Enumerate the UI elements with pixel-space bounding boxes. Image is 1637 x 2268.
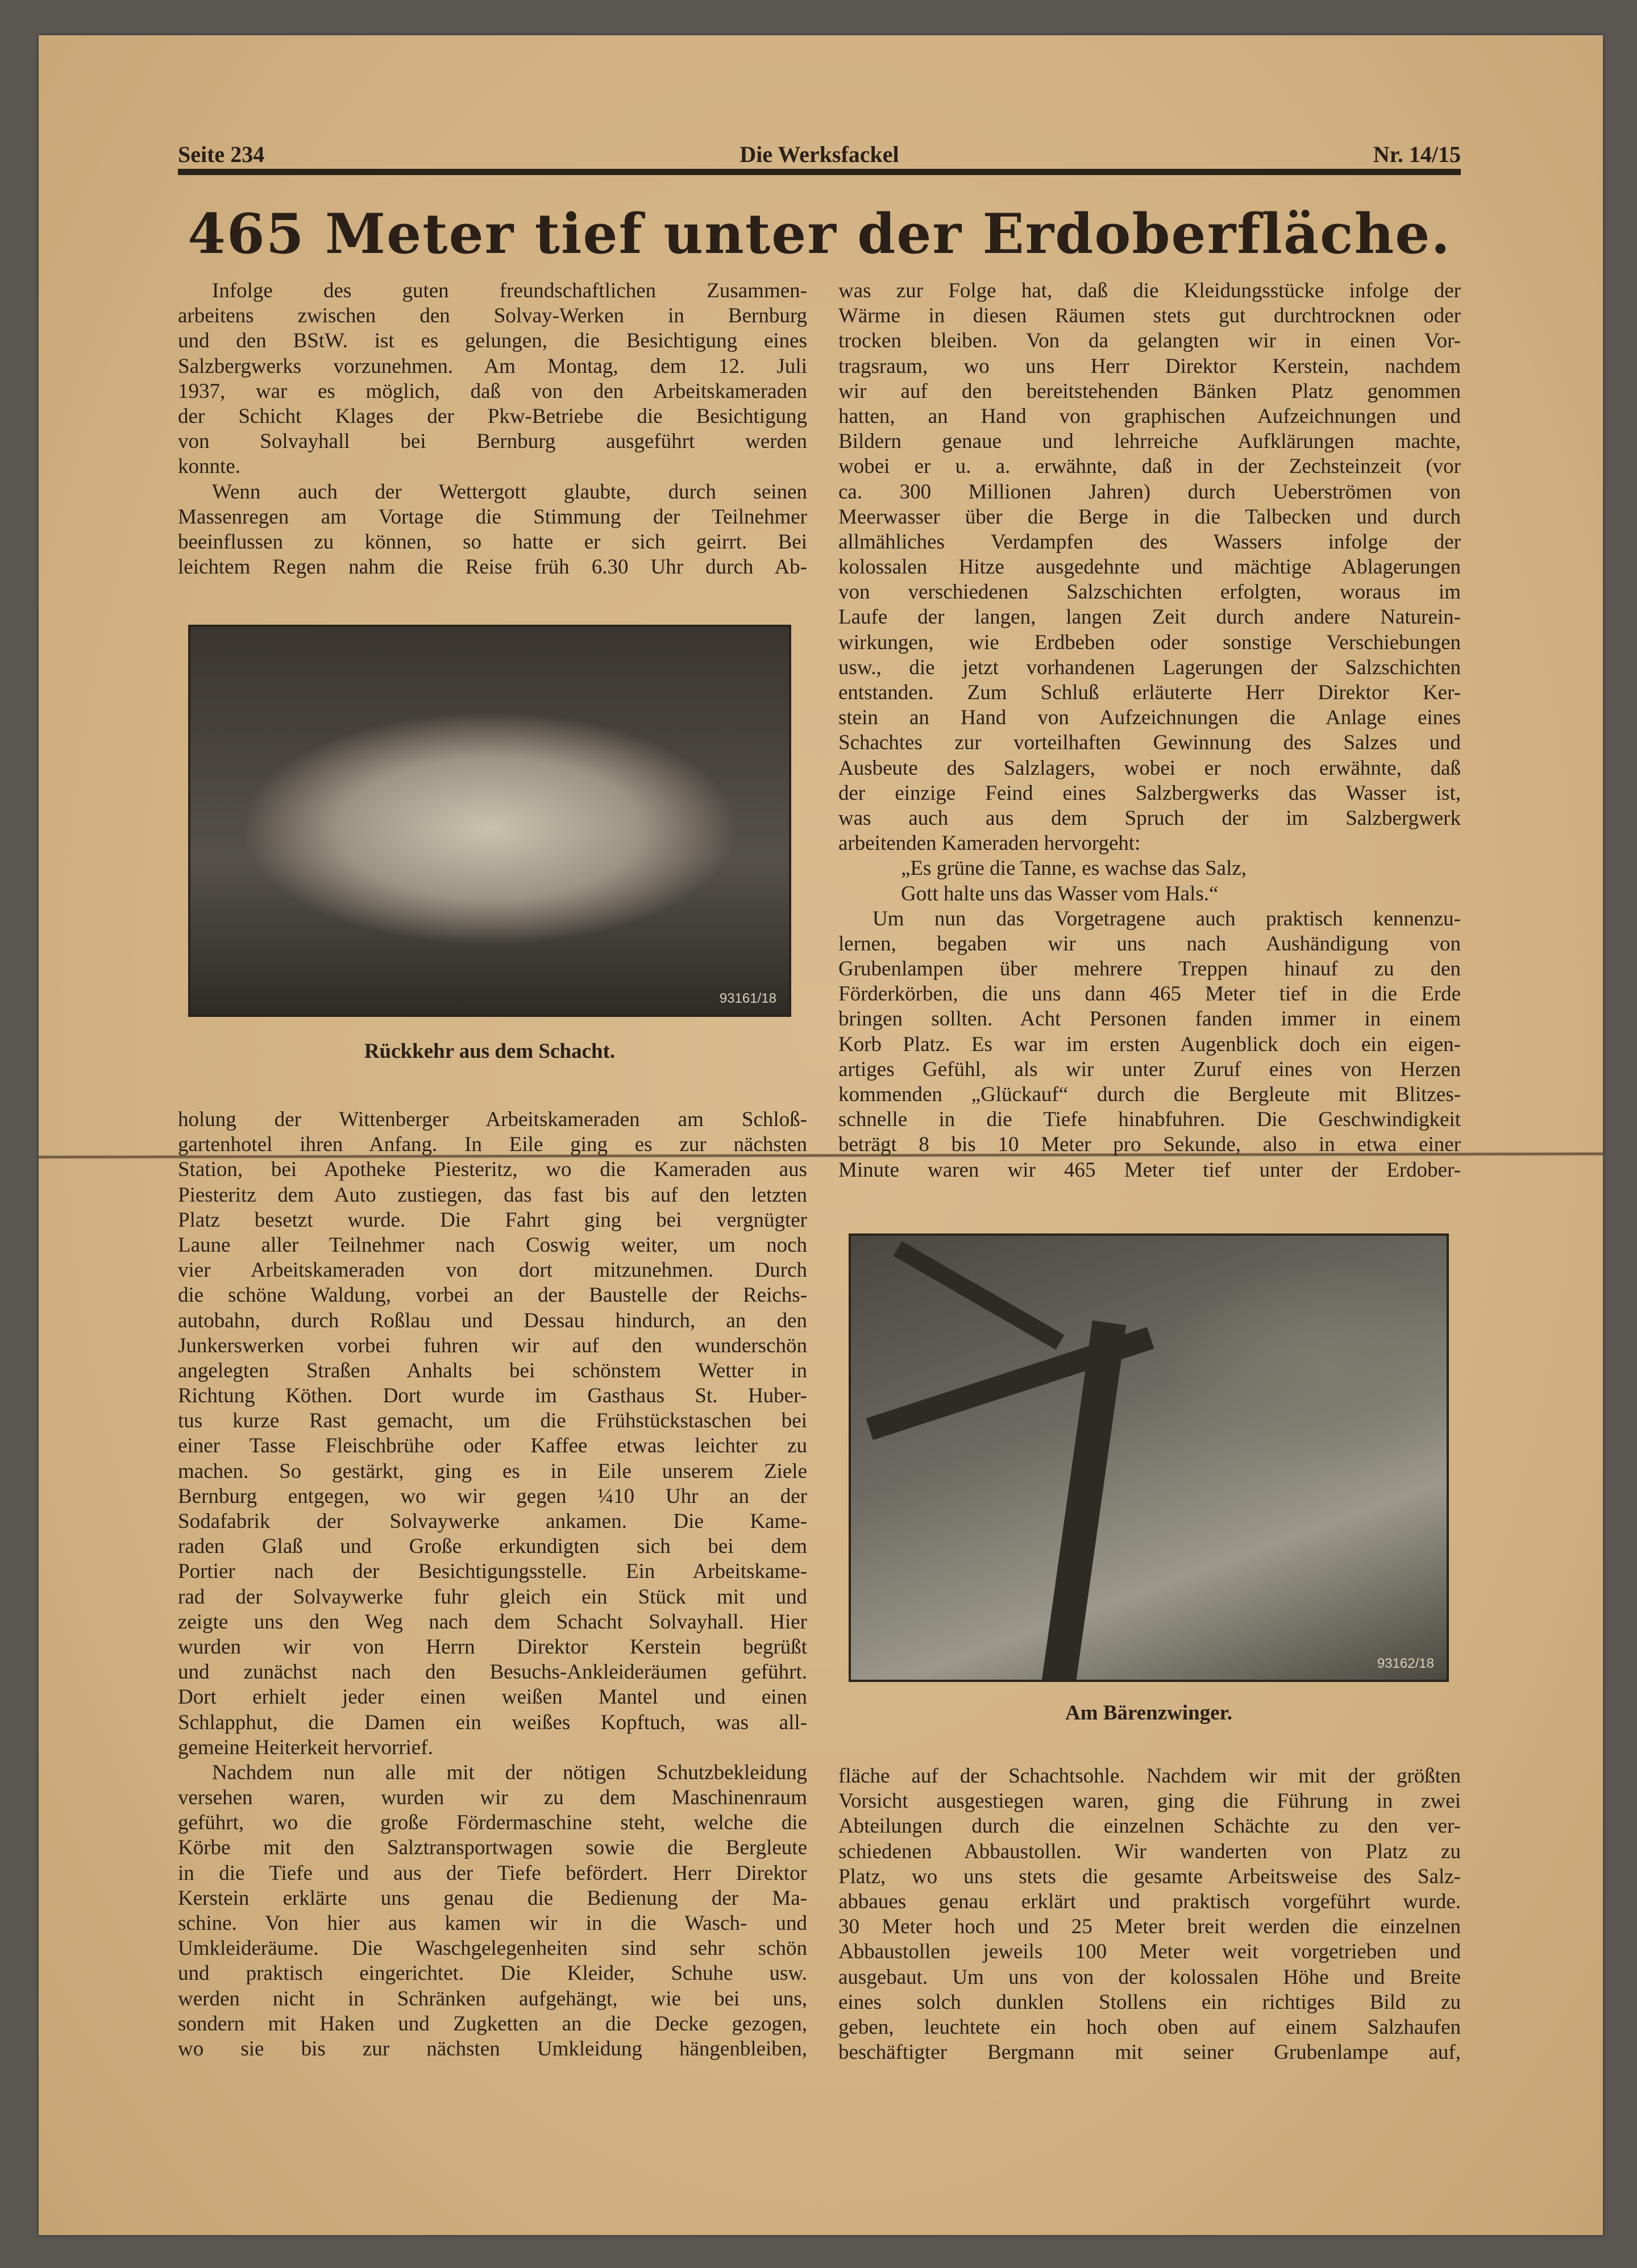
text-line: Schlapphut, die Damen ein weißes Kopftuch, was all- — [178, 1710, 807, 1734]
text-line: Förderkörben, die uns dann 465 Meter tief in die Erde — [838, 982, 1461, 1006]
page-number: Seite 234 — [178, 142, 265, 167]
text-line: Körbe mit den Salztransportwagen sowie die Bergleute — [178, 1836, 807, 1860]
text-line: Dort erhielt jeder einen weißen Mantel und einen — [178, 1685, 807, 1709]
text-line: usw., die jetzt vorhandenen Lagerungen der Salzschichten — [838, 655, 1461, 679]
text-line: in die Tiefe und aus der Tiefe befördert. Herr Direktor — [178, 1861, 807, 1885]
text-line: Gott halte uns das Wasser vom Hals.“ — [901, 882, 1219, 905]
text-line: die schöne Waldung, vorbei an der Baustelle der Reichs- — [178, 1283, 807, 1307]
text-line: hatten, an Hand von graphischen Aufzeichnungen und — [838, 404, 1461, 428]
text-line: Wenn auch der Wettergott glaubte, durch seinen — [212, 480, 807, 504]
text-line: kolossalen Hitze ausgedehnte und mächtige Ablagerungen — [838, 555, 1461, 579]
text-line: und zunächst nach den Besuchs-Ankleideräumen geführt. — [178, 1660, 807, 1684]
text-line: Laune aller Teilnehmer nach Coswig weiter, um noch — [178, 1233, 807, 1257]
text-line: Infolge des guten freundschaftlichen Zusammen- — [212, 279, 807, 302]
text-line: holung der Wittenberger Arbeitskameraden am Schloß- — [178, 1108, 807, 1131]
text-line: entstanden. Zum Schluß erläuterte Herr Direktor Ker- — [838, 681, 1461, 704]
text-line: Platz besetzt wurde. Die Fahrt ging bei vergnügter — [178, 1208, 807, 1232]
text-line: geben, leuchtete ein hoch oben auf einem Salzhaufen — [838, 2015, 1461, 2039]
text-line: beschäftigter Bergmann mit seiner Grubenlampe auf, — [838, 2041, 1461, 2065]
text-line: geführt, wo die große Fördermaschine steht, welche die — [178, 1811, 807, 1835]
text-line: von Solvayhall bei Bernburg ausgeführt werden — [178, 430, 807, 454]
text-line: bringen sollten. Acht Personen fanden immer in einem — [838, 1007, 1461, 1031]
text-line: 30 Meter hoch und 25 Meter breit werden die einzelnen — [838, 1915, 1461, 1939]
photo-bear-enclosure — [849, 1233, 1449, 1682]
text-line: Massenregen am Vortage die Stimmung der Teilnehmer — [178, 505, 807, 529]
text-line: lernen, begaben wir uns nach Aushändigung von — [838, 932, 1461, 956]
text-line: Bernburg entgegen, wo wir gegen ¼10 Uhr an der — [178, 1484, 807, 1508]
text-line: Piesteritz dem Auto zustiegen, das fast bis auf den letzten — [178, 1183, 807, 1207]
text-line: Korb Platz. Es war im ersten Augenblick doch ein eigen- — [838, 1032, 1461, 1056]
text-line: machen. So gestärkt, ging es in Eile unserem Ziele — [178, 1459, 807, 1483]
text-line: Laufe der langen, langen Zeit durch andere Naturein- — [838, 605, 1461, 629]
text-line: „Es grüne die Tanne, es wachse das Salz, — [901, 857, 1247, 880]
text-line: wurden wir von Herrn Direktor Kerstein begrüßt — [178, 1635, 807, 1659]
text-line: beträgt 8 bis 10 Meter pro Sekunde, also in etwa einer — [838, 1133, 1461, 1157]
text-line: der einzige Feind eines Salzbergwerks das Wasser ist, — [838, 781, 1461, 805]
text-line: rad der Solvaywerke fuhr gleich ein Stück mit und — [178, 1585, 807, 1609]
text-line: wo sie bis zur nächsten Umkleidung hängenbleiben, — [178, 2037, 807, 2061]
text-line: abbaues genau erklärt und praktisch vorgeführt wurde. — [838, 1889, 1461, 1913]
text-line: Nachdem nun alle mit der nötigen Schutzbekleidung — [212, 1760, 807, 1784]
column-left-top — [178, 279, 807, 580]
text-line: und den BStW. ist es gelungen, die Besichtigung eines — [178, 329, 807, 353]
text-line: Um nun das Vorgetragene auch praktisch kennenzu- — [872, 907, 1461, 931]
text-line: was auch aus dem Spruch der im Salzbergwerk — [838, 806, 1461, 830]
text-line: beeinflussen zu können, so hatte er sich geirrt. Bei — [178, 530, 807, 554]
photo-caption: Am Bärenzwinger. — [1065, 1701, 1232, 1725]
text-line: ca. 300 Millionen Jahren) durch Ueberströmen von — [838, 480, 1461, 504]
text-line: 1937, war es möglich, daß von den Arbeitskameraden — [178, 379, 807, 403]
text-line: ausgebaut. Um uns von der kolossalen Höhe und Breite — [838, 1965, 1461, 1989]
text-line: Wärme in diesen Räumen stets gut durchtrocknen oder — [838, 304, 1461, 328]
issue-number: Nr. 14/15 — [1373, 142, 1461, 167]
text-line: schine. Von hier aus kamen wir in die Wasch- und — [178, 1912, 807, 1935]
text-line: Portier nach der Besichtigungsstelle. Ein Arbeitskame- — [178, 1560, 807, 1584]
text-line: werden nicht in Schränken aufgehängt, wie bei uns, — [178, 1987, 807, 2011]
header-rule — [178, 169, 1461, 175]
text-line: versehen waren, wurden wir zu dem Maschinenraum — [178, 1786, 807, 1810]
text-line: vier Arbeitskameraden von dort mitzunehmen. Durch — [178, 1258, 807, 1282]
photo-id: 93161/18 — [719, 991, 776, 1006]
photo-id: 93162/18 — [1377, 1656, 1434, 1671]
text-line: schnelle in die Tiefe hinabfuhren. Die Geschwindigkeit — [838, 1108, 1461, 1132]
text-line: tus kurze Rast gemacht, um die Frühstückstaschen bei — [178, 1409, 807, 1433]
text-line: gemeine Heiterkeit hervorrief. — [178, 1735, 433, 1759]
text-line: trocken bleiben. Von da gelangten wir in einen Vor- — [838, 329, 1461, 353]
text-line: Station, bei Apotheke Piesteritz, wo die Kameraden aus — [178, 1158, 807, 1182]
text-line: der Schicht Klages der Pkw-Betriebe die Besichtigung — [178, 404, 807, 428]
text-line: stein an Hand von Aufzeichnungen die Anlage eines — [838, 706, 1461, 730]
text-line: und praktisch eingerichtet. Die Kleider, Schuhe usw. — [178, 1962, 807, 1985]
running-header — [178, 141, 1461, 169]
text-line: Abteilungen durch die einzelnen Schächte zu den ver- — [838, 1814, 1461, 1838]
text-line: fläche auf der Schachtsohle. Nachdem wir mit der größten — [838, 1764, 1461, 1788]
text-line: Junkerswerken vorbei fuhren wir auf den wunderschön — [178, 1334, 807, 1357]
text-line: autobahn, durch Roßlau und Dessau hindurch, an den — [178, 1309, 807, 1332]
publication-name: Die Werksfackel — [739, 142, 899, 167]
text-line: arbeitens zwischen den Solvay-Werken in Bernburg — [178, 304, 807, 328]
text-line: Vorsicht ausgestiegen waren, ging die Führung in zwei — [838, 1789, 1461, 1813]
text-line: eines solch dunklen Stollens ein richtiges Bild zu — [838, 1990, 1461, 2014]
text-line: Kerstein erklärte uns genau die Bedienung der Ma- — [178, 1886, 807, 1910]
text-line: Richtung Köthen. Dort wurde im Gasthaus St. Huber- — [178, 1384, 807, 1408]
column-right-top — [838, 279, 1461, 1183]
photo-caption: Rückkehr aus dem Schacht. — [364, 1040, 616, 1063]
column-left-bottom — [178, 1107, 807, 2062]
text-line: Platz, wo uns stets die gesamte Arbeitsweise des Salz- — [838, 1864, 1461, 1888]
text-line: arbeitenden Kameraden hervorgeht: — [838, 832, 1141, 855]
text-line: sondern mit Haken und Zugketten an die Decke gezogen, — [178, 2012, 807, 2036]
text-line: kommenden „Glückauf“ durch die Bergleute mit Blitzes- — [838, 1083, 1461, 1106]
text-line: was zur Folge hat, daß die Kleidungsstücke infolge der — [838, 279, 1461, 302]
text-line: zeigte uns den Weg nach dem Schacht Solvayhall. Hier — [178, 1610, 807, 1634]
text-line: Schachtes zur vorteilhaften Gewinnung des Salzes und — [838, 731, 1461, 755]
text-line: artiges Gefühl, als wir unter Zuruf eines von Herzen — [838, 1057, 1461, 1081]
text-line: leichtem Regen nahm die Reise früh 6.30 Uhr durch Ab- — [178, 555, 807, 579]
photo-return-from-shaft — [188, 625, 791, 1017]
text-line: Grubenlampen über mehrere Treppen hinauf zu den — [838, 957, 1461, 981]
text-line: allmähliches Verdampfen des Wassers infolge der — [838, 530, 1461, 554]
article-title: 465 Meter tief unter der Erdoberfläche. — [188, 202, 1451, 266]
text-line: Umkleideräume. Die Waschgelegenheiten sind sehr schön — [178, 1937, 807, 1960]
text-line: gartenhotel ihren Anfang. In Eile ging es zur nächsten — [178, 1133, 807, 1157]
text-line: Sodafabrik der Solvaywerke ankamen. Die Kame- — [178, 1510, 807, 1533]
text-line: wirkungen, wie Erdbeben oder sonstige Verschiebungen — [838, 630, 1461, 654]
text-line: wir auf den bereitstehenden Bänken Platz genommen — [838, 379, 1461, 403]
text-line: Ausbeute des Salzlagers, wobei er noch erwähnte, daß — [838, 756, 1461, 780]
text-line: schiedenen Abbaustollen. Wir wanderten von Platz zu — [838, 1839, 1461, 1863]
text-line: konnte. — [178, 455, 240, 479]
text-line: von verschiedenen Salzschichten erfolgten, woraus im — [838, 580, 1461, 604]
text-line: Minute waren wir 465 Meter tief unter der Erdober- — [838, 1158, 1461, 1182]
text-line: Abbaustollen jeweils 100 Meter weit vorgetrieben und — [838, 1940, 1461, 1964]
text-line: Bildern genaue und lehrreiche Aufklärungen machte, — [838, 430, 1461, 454]
text-line: einer Tasse Fleischbrühe oder Kaffee etwas leichter zu — [178, 1434, 807, 1458]
text-line: Salzbergwerks vorzunehmen. Am Montag, dem 12. Juli — [178, 354, 807, 378]
text-line: raden Glaß und Große erkundigten sich bei dem — [178, 1535, 807, 1559]
text-line: angelegten Straßen Anhalts bei schönstem Wetter in — [178, 1359, 807, 1382]
column-right-bottom — [838, 1764, 1461, 2065]
text-line: Meerwasser über die Berge in die Talbecken und durch — [838, 505, 1461, 529]
text-line: wobei er u. a. erwähnte, daß in der Zechsteinzeit (vor — [838, 455, 1461, 479]
text-line: tragsraum, wo uns Herr Direktor Kerstein, nachdem — [838, 354, 1461, 378]
